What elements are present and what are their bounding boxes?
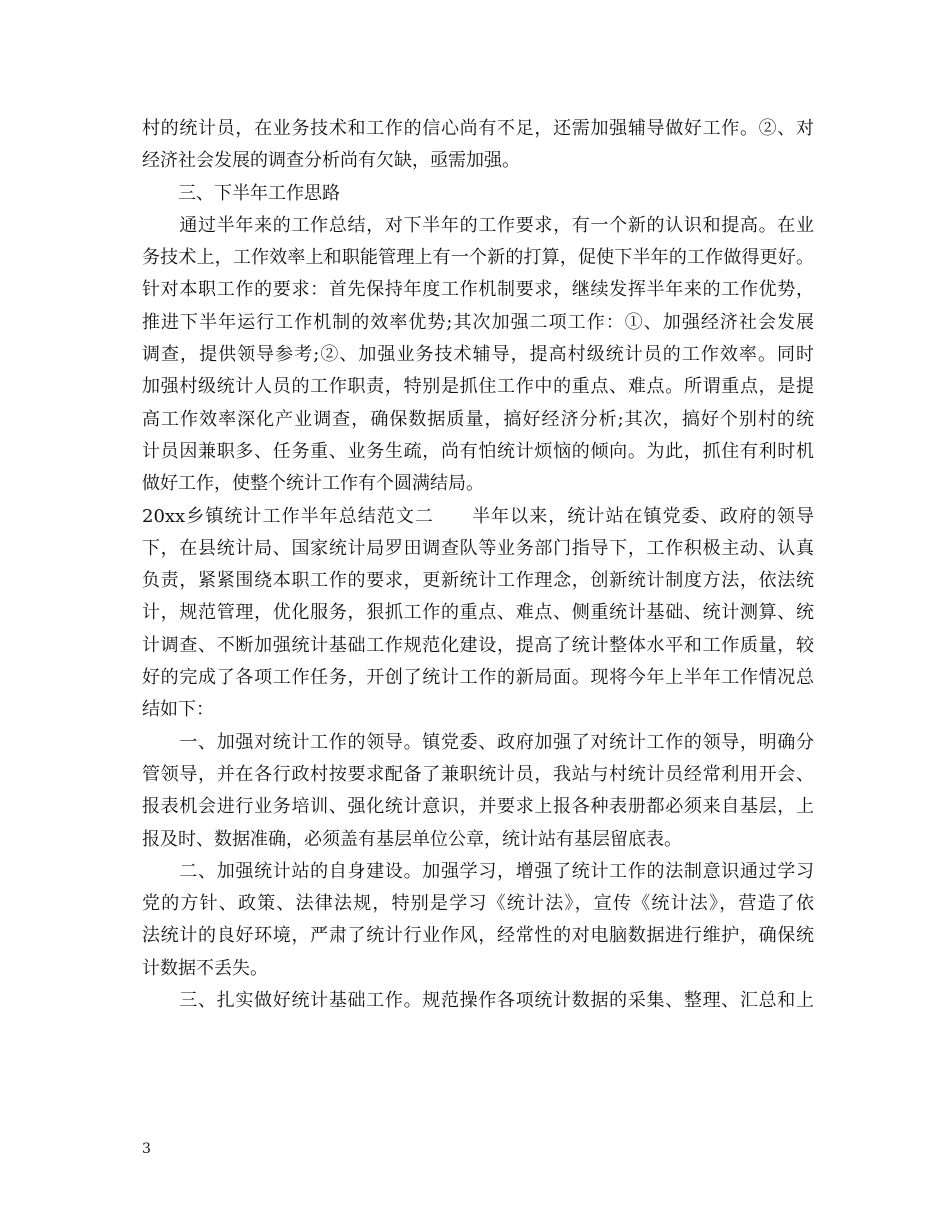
text-line: 三、扎实做好统计基础工作。规范操作各项统计数据的采集、整理、汇总和上: [142, 990, 814, 1012]
text-line: 党的方针、政策、法律法规，特别是学习《统计法》，宣传《统计法》，营造了依: [142, 893, 814, 915]
text-line: 调查，提供领导参考;②、加强业务技术辅导，提高村级统计员的工作效率。同时: [142, 344, 814, 366]
text-line: 推进下半年运行工作机制的效率优势;其次加强二项工作：①、加强经济社会发展: [142, 311, 814, 333]
text-line: 一、加强对统计工作的领导。镇党委、政府加强了对统计工作的领导，明确分: [142, 731, 814, 753]
text-line: 20xx乡镇统计工作半年总结范文二 半年以来，统计站在镇党委、政府的领导: [142, 505, 814, 527]
text-line: 报及时、数据准确，必须盖有基层单位公章，统计站有基层留底表。: [142, 828, 682, 850]
text-line: 法统计的良好环境，严肃了统计行业作风，经常性的对电脑数据进行维护，确保统: [142, 925, 814, 947]
text-line: 计，规范管理，优化服务，狠抓工作的重点、难点、侧重统计基础、统计测算、统: [142, 602, 814, 624]
text-line: 经济社会发展的调查分析尚有欠缺，亟需加强。: [142, 150, 520, 172]
text-line: 结如下：: [142, 699, 214, 721]
text-line: 计员因兼职多、任务重、业务生疏，尚有怕统计烦恼的倾向。为此，抓住有利时机: [142, 440, 814, 462]
text-line: 好的完成了各项工作任务，开创了统计工作的新局面。现将今年上半年工作情况总: [142, 667, 814, 689]
text-line: 加强村级统计人员的工作职责，特别是抓住工作中的重点、难点。所谓重点，是提: [142, 376, 814, 398]
text-line: 下，在县统计局、国家统计局罗田调查队等业务部门指导下，工作积极主动、认真: [142, 537, 814, 559]
text-line: 通过半年来的工作总结，对下半年的工作要求，有一个新的认识和提高。在业: [142, 214, 814, 236]
text-line: 负责，紧紧围绕本职工作的要求，更新统计工作理念，创新统计制度方法，依法统: [142, 570, 814, 592]
text-line: 管领导，并在各行政村按要求配备了兼职统计员，我站与村统计员经常利用开会、: [142, 763, 814, 785]
text-line: 计数据不丢失。: [142, 957, 268, 979]
text-line: 高工作效率深化产业调查，确保数据质量，搞好经济分析;其次，搞好个别村的统: [142, 408, 814, 430]
body-text: [142, 113, 814, 1017]
text-line: 报表机会进行业务培训、强化统计意识，并要求上报各种表册都必须来自基层，上: [142, 796, 814, 818]
text-line: 二、加强统计站的自身建设。加强学习，增强了统计工作的法制意识通过学习: [142, 860, 814, 882]
text-line: 计调查、不断加强统计基础工作规范化建设，提高了统计整体水平和工作质量，较: [142, 634, 814, 656]
text-line: 村的统计员，在业务技术和工作的信心尚有不足，还需加强辅导做好工作。②、对: [142, 118, 814, 139]
text-line: 务技术上，工作效率上和职能管理上有一个新的打算，促使下半年的工作做得更好。: [142, 247, 814, 269]
text-line: 针对本职工作的要求：首先保持年度工作机制要求，继续发挥半年来的工作优势，: [142, 279, 814, 301]
page-number: 3: [142, 1141, 151, 1157]
section-heading: 三、下半年工作思路: [142, 182, 340, 204]
text-line: 做好工作，使整个统计工作有个圆满结局。: [142, 473, 484, 495]
